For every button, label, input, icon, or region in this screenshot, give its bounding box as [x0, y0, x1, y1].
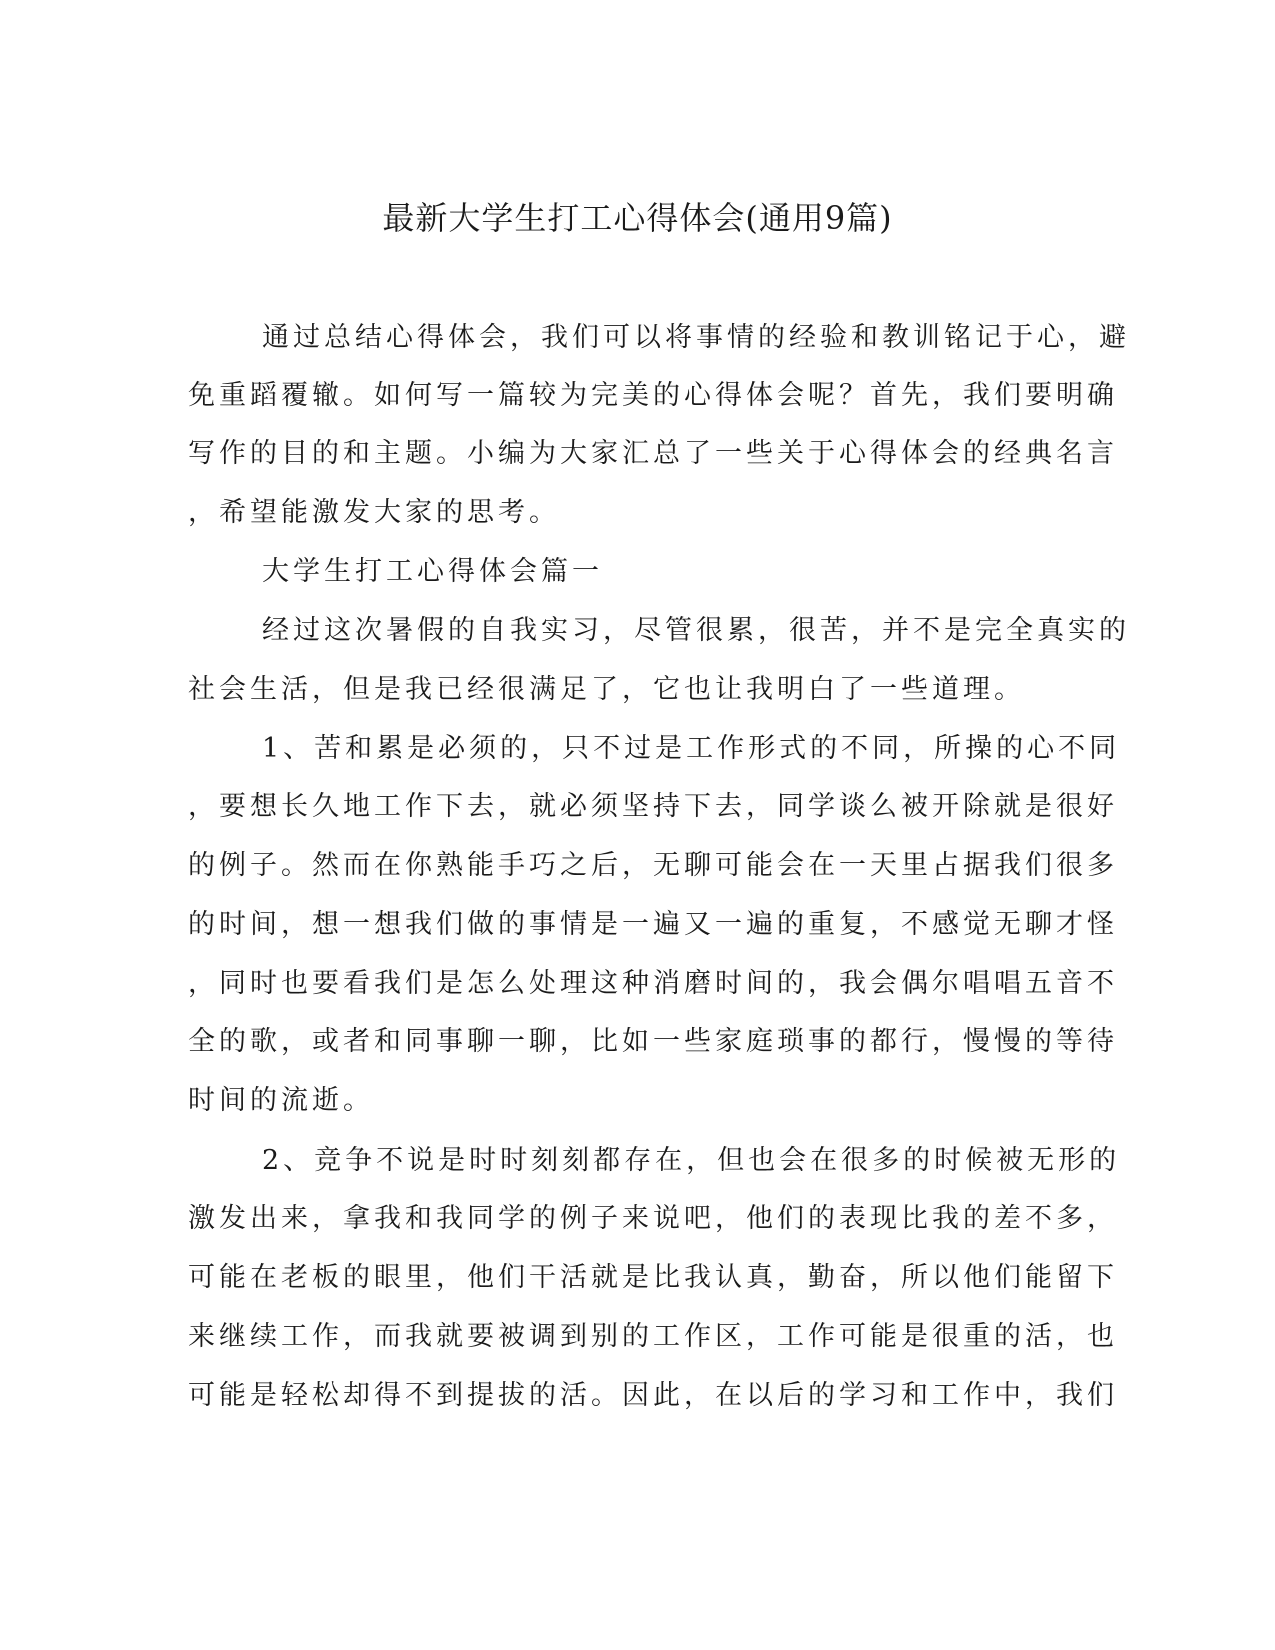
paragraph-line: 通过总结心得体会，我们可以将事情的经验和教训铭记于心，避	[262, 322, 1130, 353]
paragraph-line: 2、竞争不说是时时刻刻都存在，但也会在很多的时候被无形的	[262, 1145, 1121, 1176]
paragraph-line: ，同时也要看我们是怎么处理这种消磨时间的，我会偶尔唱唱五音不	[188, 968, 1118, 999]
paragraph-line: 写作的目的和主题。小编为大家汇总了一些关于心得体会的经典名言	[188, 438, 1118, 469]
paragraph-line: ，要想长久地工作下去，就必须坚持下去，同学谈么被开除就是很好	[188, 791, 1118, 822]
paragraph-line: 免重蹈覆辙。如何写一篇较为完美的心得体会呢？首先，我们要明确	[188, 380, 1118, 411]
paragraph-line: 可能在老板的眼里，他们干活就是比我认真，勤奋，所以他们能留下	[188, 1262, 1118, 1293]
paragraph-line: 的例子。然而在你熟能手巧之后，无聊可能会在一天里占据我们很多	[188, 850, 1118, 881]
paragraph-line: 全的歌，或者和同事聊一聊，比如一些家庭琐事的都行，慢慢的等待	[188, 1026, 1118, 1057]
paragraph-line: 的时间，想一想我们做的事情是一遍又一遍的重复，不感觉无聊才怪	[188, 909, 1118, 940]
section-heading: 大学生打工心得体会篇一	[262, 556, 603, 587]
paragraph-line: 时间的流逝。	[188, 1085, 374, 1116]
paragraph-line: 1、苦和累是必须的，只不过是工作形式的不同，所操的心不同	[262, 733, 1121, 764]
paragraph-line: 经过这次暑假的自我实习，尽管很累，很苦，并不是完全真实的	[262, 615, 1130, 646]
document-title: 最新大学生打工心得体会(通用9篇)	[382, 199, 893, 237]
paragraph-line: 社会生活，但是我已经很满足了，它也让我明白了一些道理。	[188, 674, 1025, 705]
paragraph-line: 可能是轻松却得不到提拔的活。因此，在以后的学习和工作中，我们	[188, 1380, 1118, 1411]
paragraph-line: 来继续工作，而我就要被调到别的工作区，工作可能是很重的活，也	[188, 1321, 1118, 1352]
paragraph-line: 激发出来，拿我和我同学的例子来说吧，他们的表现比我的差不多，	[188, 1203, 1118, 1234]
paragraph-line: ，希望能激发大家的思考。	[188, 497, 560, 528]
